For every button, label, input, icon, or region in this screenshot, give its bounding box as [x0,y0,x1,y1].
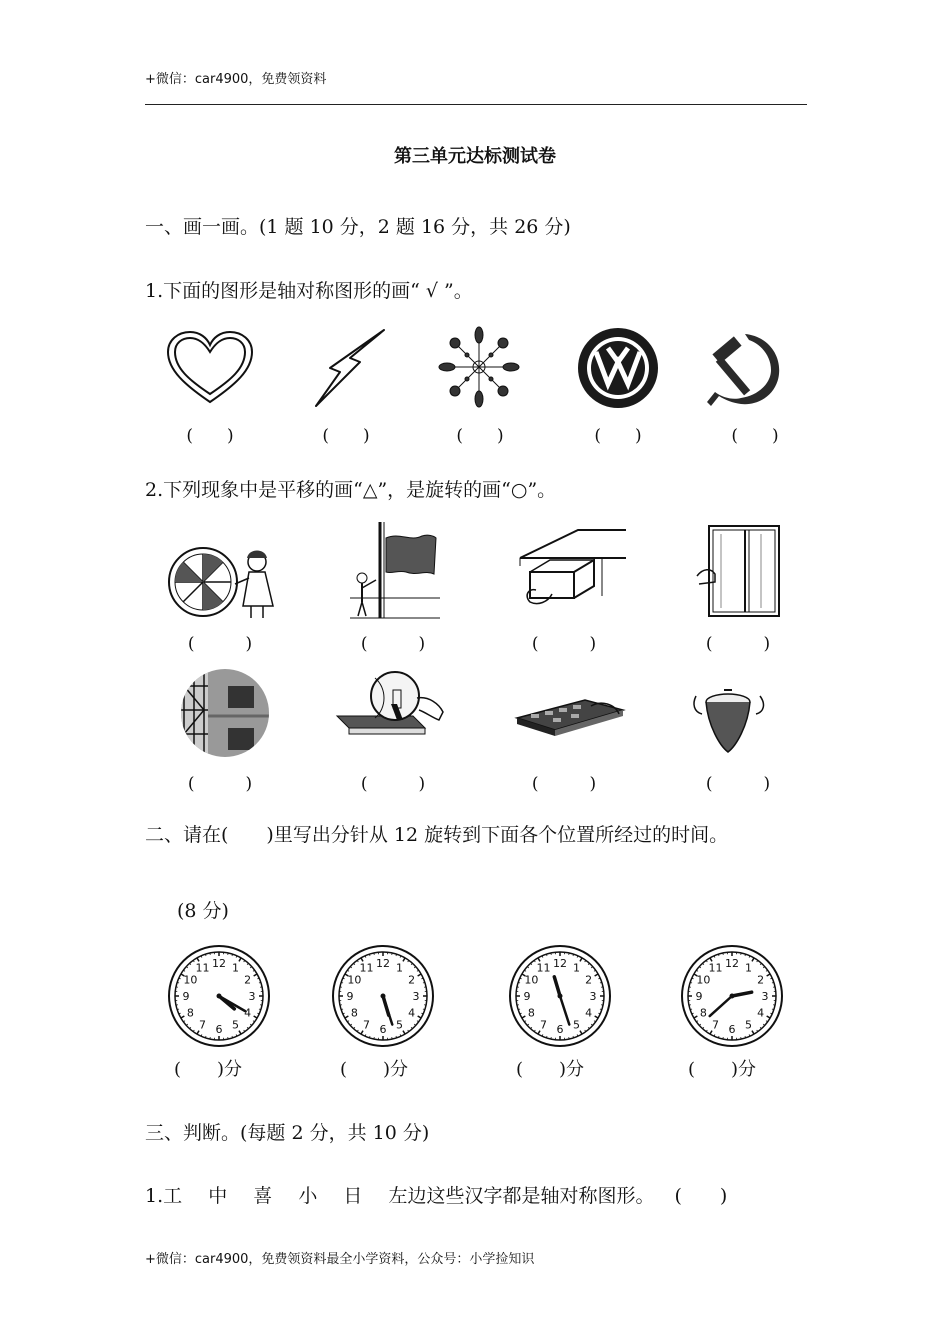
clock-tick [534,960,535,962]
section3-q1-text: 左边这些汉字都是轴对称图形。 [388,1185,655,1207]
spinning-top-picture [690,686,770,756]
char-2: 中 [208,1185,228,1207]
clock-number: 2 [757,973,765,987]
clock-tick [588,963,589,964]
clock-tick [253,1021,255,1022]
heart-icon [165,330,255,405]
clock-number: 2 [585,973,593,987]
char-1: 工 [163,1185,183,1207]
clock-number: 9 [523,990,531,1003]
clock-number: 3 [761,990,769,1003]
q1-answer-5[interactable]: ( ) [731,426,779,446]
q1-answer-4[interactable]: ( ) [594,426,642,446]
clock-tick [524,970,526,971]
clock-number: 7 [712,1018,719,1032]
clock-tick [186,967,187,968]
raising-flag-picture [350,520,440,620]
clock-tick [591,967,592,968]
clock-number: 12 [553,957,567,970]
clock-tick [527,1024,528,1025]
clock-center [730,994,735,999]
clock-number: 1 [573,961,580,975]
clock-tick [354,1027,355,1028]
clock-tick [531,963,532,964]
clock-number: 10 [183,973,198,987]
char-4: 小 [298,1185,318,1207]
clock-tick [694,1016,697,1018]
clock-number: 9 [346,990,354,1003]
clock-tick [534,1030,535,1032]
clock-2 [331,944,435,1048]
clock-number: 11 [536,961,551,975]
lightning-icon [310,328,390,408]
clock-tick [527,967,528,968]
q2-answer-5[interactable]: ( ) [187,774,253,794]
clock-tick [595,1016,598,1018]
clock-tick [345,1016,348,1018]
clock-hour-hand [554,977,560,996]
clock-tick [411,963,412,964]
clock-tick [193,1030,194,1032]
clock-tick [699,967,700,968]
drawer-picture [518,526,628,616]
clock-number: 11 [708,961,723,975]
clock-tick [585,1030,586,1032]
clock-tick [244,1030,245,1032]
section2-points: (8 分) [177,900,229,922]
char-5: 日 [343,1185,363,1207]
clock-number: 11 [359,961,374,975]
q2-answer-8[interactable]: ( ) [705,774,771,794]
clock-tick [183,1021,185,1022]
footer-watermark: +微信：car4900，免费领资料最全小学资料，公众号：小学捡知识 [145,1252,535,1267]
clock-tick [193,960,194,962]
clock-tick [186,1024,187,1025]
clock-center [558,994,563,999]
clock-number: 11 [195,961,210,975]
clock-number: 8 [527,1006,535,1020]
clock-tick [347,1021,349,1022]
clock-tick [417,1021,419,1022]
clock-tick [591,1024,592,1025]
clock-tick [699,1024,700,1025]
clock-tick [239,958,241,961]
clock-minute-hand [560,996,569,1025]
clock-tick [250,967,251,968]
clock-tick [183,970,185,971]
clock-tick [594,970,596,971]
clock-number: 4 [244,1006,252,1020]
q2-answer-1[interactable]: ( ) [187,634,253,654]
clock-3 [508,944,612,1048]
abacus-picture [515,696,625,742]
girl-with-wheel-picture [165,540,285,620]
clock-tick [696,970,698,971]
clock-number: 1 [232,961,239,975]
q1-answer-1[interactable]: ( ) [186,426,234,446]
clock-tick [239,1031,241,1034]
clock-number: 10 [524,973,539,987]
clock-number: 8 [186,1006,194,1020]
elevator-picture [180,666,270,760]
clock-tick [763,1024,764,1025]
clock-tick [181,1016,184,1018]
clock-4 [680,944,784,1048]
clock-tick [594,1021,596,1022]
clock-number: 1 [745,961,752,975]
vw-logo-icon [576,326,660,410]
clock-number: 5 [396,1018,403,1032]
clock-number: 3 [589,990,597,1003]
clock-tick [357,960,358,962]
clock-number: 6 [379,1023,387,1036]
section3-q1 [145,1181,727,1208]
clock-tick [414,1024,415,1025]
globe-picture [335,668,447,752]
clock-tick [417,970,419,971]
clock-number: 10 [347,973,362,987]
q1-answer-2[interactable]: ( ) [322,426,370,446]
q1-answer-3[interactable]: ( ) [456,426,504,446]
page-title: 第三单元达标测试卷 [394,146,556,167]
clock-hour-hand [732,992,752,996]
clock-1 [167,944,271,1048]
clock-tick [766,970,768,971]
clock-number: 5 [232,1018,239,1032]
clock-tick [757,960,758,962]
section3-q1-answer[interactable]: ( ) [674,1185,728,1207]
clock-number: 2 [244,973,252,987]
clock-tick [580,958,582,961]
clock-tick [585,960,586,962]
clock-number: 9 [695,990,703,1003]
clock-tick [354,963,355,964]
clock-tick [247,963,248,964]
clock-tick [696,1021,698,1022]
clock-tick [247,1027,248,1028]
clock-tick [418,1016,421,1018]
clock-tick [588,1027,589,1028]
clock-tick [760,1027,761,1028]
clock-tick [703,963,704,964]
hammer-sickle-icon [705,330,785,410]
clock-tick [357,1030,358,1032]
clock-tick [414,967,415,968]
char-3: 喜 [253,1185,273,1207]
clock-1-answer[interactable]: ( )分 [174,1059,243,1080]
section2-heading: 二、请在( )里写出分针从 12 旋转到下面各个位置所经过的时间。 [145,824,729,846]
clock-number: 5 [573,1018,580,1032]
sliding-window-picture [695,524,785,618]
clock-3-answer[interactable]: ( )分 [516,1059,585,1080]
clock-number: 3 [412,990,420,1003]
clock-tick [350,967,351,968]
q2-answer-4[interactable]: ( ) [705,634,771,654]
clock-tick [250,1024,251,1025]
clock-tick [763,967,764,968]
clock-number: 4 [408,1006,416,1020]
clock-tick [531,1027,532,1028]
clock-number: 1 [396,961,403,975]
clock-tick [580,1031,582,1034]
clock-tick [752,1031,754,1034]
clock-tick [403,1031,405,1034]
clock-tick [350,1024,351,1025]
snowflake-icon [437,325,521,409]
clock-number: 8 [699,1006,707,1020]
clock-tick [403,958,405,961]
clock-tick [524,1021,526,1022]
q2-text: 2.下列现象中是平移的画“△”，是旋转的画“○”。 [145,479,557,501]
section3-q1-num: 1. [145,1185,164,1207]
clock-tick [767,1016,770,1018]
clock-number: 6 [215,1023,223,1036]
clock-number: 9 [182,990,190,1003]
section1-heading: 一、画一画。(1 题 10 分，2 题 16 分，共 26 分) [145,216,571,238]
clock-tick [190,963,191,964]
clock-center [381,994,386,999]
clock-minute-hand [383,996,392,1025]
clock-2-answer[interactable]: ( )分 [340,1059,409,1080]
clock-number: 2 [408,973,416,987]
clock-number: 4 [757,1006,765,1020]
section3-heading: 三、判断。(每题 2 分，共 10 分) [145,1122,430,1144]
clock-minute-hand [710,996,732,1016]
clock-number: 6 [728,1023,736,1036]
clock-tick [254,974,257,976]
clock-tick [411,1027,412,1028]
clock-number: 7 [363,1018,370,1032]
clock-tick [706,960,707,962]
clock-tick [418,974,421,976]
clock-number: 3 [248,990,256,1003]
header-rule [145,104,807,105]
clock-number: 4 [585,1006,593,1020]
clock-number: 12 [725,957,739,970]
clock-tick [766,1021,768,1022]
clock-number: 8 [350,1006,358,1020]
clock-tick [408,960,409,962]
clock-number: 5 [745,1018,752,1032]
clock-tick [244,960,245,962]
clock-tick [347,970,349,971]
clock-number: 12 [376,957,390,970]
clock-tick [703,1027,704,1028]
clock-number: 10 [696,973,711,987]
q2-answer-7[interactable]: ( ) [531,774,597,794]
clock-number: 12 [212,957,226,970]
clock-number: 7 [199,1018,206,1032]
clock-number: 6 [556,1023,564,1036]
clock-tick [706,1030,707,1032]
q2-answer-3[interactable]: ( ) [531,634,597,654]
clock-number: 7 [540,1018,547,1032]
clock-center [217,994,222,999]
clock-tick [253,970,255,971]
clock-tick [767,974,770,976]
clock-tick [254,1016,257,1018]
clock-tick [760,963,761,964]
clock-tick [595,974,598,976]
clock-tick [522,1016,525,1018]
q2-answer-2[interactable]: ( ) [360,634,426,654]
clock-tick [757,1030,758,1032]
clock-tick [190,1027,191,1028]
header-watermark: +微信：car4900，免费领资料 [145,72,327,87]
clock-tick [752,958,754,961]
q1-text: 1.下面的图形是轴对称图形的画“ √ ”。 [145,280,473,302]
clock-tick [408,1030,409,1032]
clock-4-answer[interactable]: ( )分 [688,1059,757,1080]
q2-answer-6[interactable]: ( ) [360,774,426,794]
